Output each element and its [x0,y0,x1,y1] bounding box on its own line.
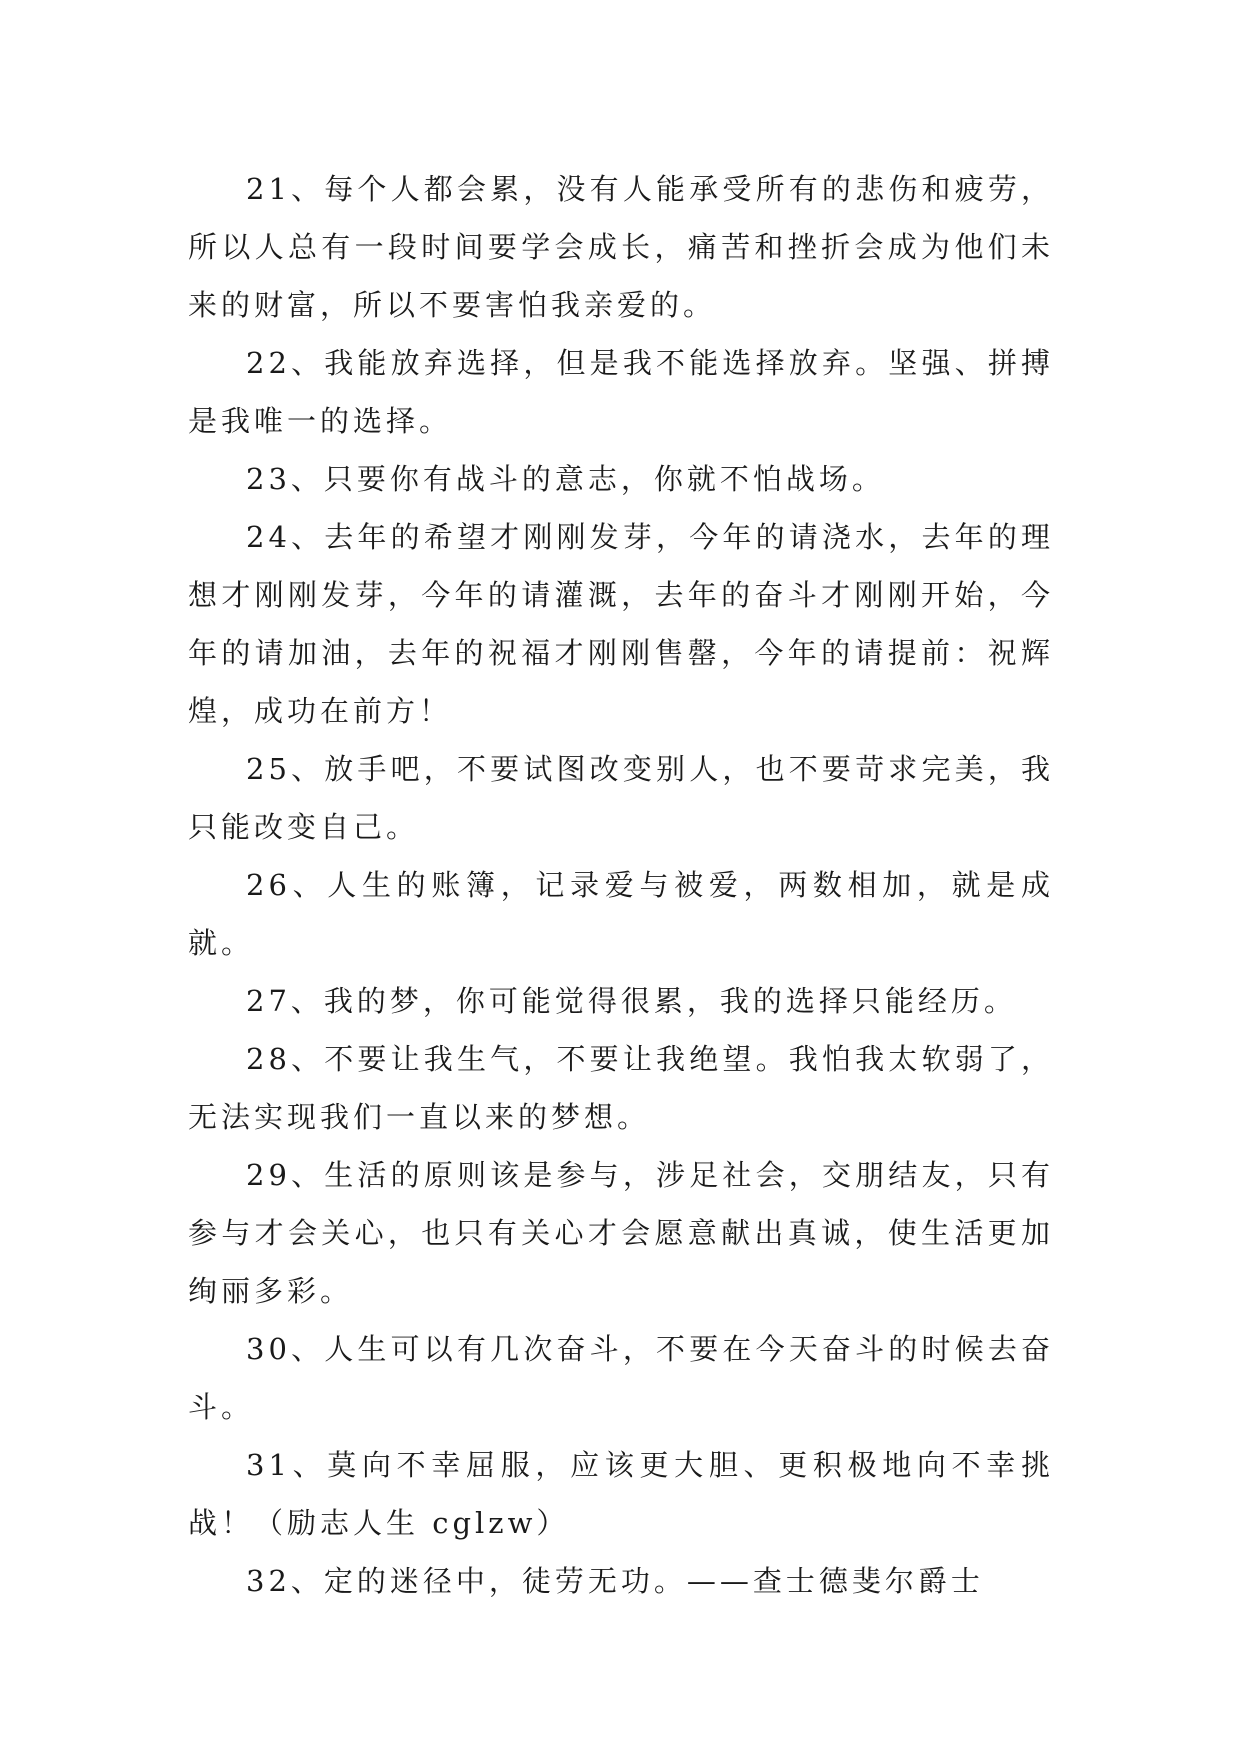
paragraph-26: 26、人生的账簿，记录爱与被爱，两数相加，就是成就。 [188,868,1054,960]
paragraph-22: 22、我能放弃选择，但是我不能选择放弃。坚强、拼搏是我唯一的选择。 [188,346,1054,438]
paragraph-27: 27、我的梦，你可能觉得很累，我的选择只能经历。 [246,984,1017,1018]
paragraph-30: 30、人生可以有几次奋斗，不要在今天奋斗的时候去奋斗。 [188,1332,1054,1424]
paragraph-23: 23、只要你有战斗的意志，你就不怕战场。 [246,462,885,496]
paragraph-29: 29、生活的原则该是参与，涉足社会，交朋结友，只有参与才会关心，也只有关心才会愿意献出真诚，使生活更加绚丽多彩。 [188,1158,1054,1308]
paragraph-24: 24、去年的希望才刚刚发芽，今年的请浇水，去年的理想才刚刚发芽，今年的请灌溉，去年的奋斗才刚刚开始，今年的请加油，去年的祝福才刚刚售罄，今年的请提前：祝辉煌，成功在前方！ [188,520,1054,728]
paragraph-25: 25、放手吧，不要试图改变别人，也不要苛求完美，我只能改变自己。 [188,752,1054,844]
paragraph-31: 31、莫向不幸屈服，应该更大胆、更积极地向不幸挑战！（励志人生 cglzw） [188,1448,1054,1540]
paragraph-21: 21、每个人都会累，没有人能承受所有的悲伤和疲劳，所以人总有一段时间要学会成长，痛苦和挫折会成为他们未来的财富，所以不要害怕我亲爱的。 [188,172,1054,322]
paragraph-32: 32、定的迷径中，徒劳无功。——查士德斐尔爵士 [246,1564,984,1598]
paragraph-28: 28、不要让我生气，不要让我绝望。我怕我太软弱了，无法实现我们一直以来的梦想。 [188,1042,1054,1134]
document-body [188,160,1054,1610]
